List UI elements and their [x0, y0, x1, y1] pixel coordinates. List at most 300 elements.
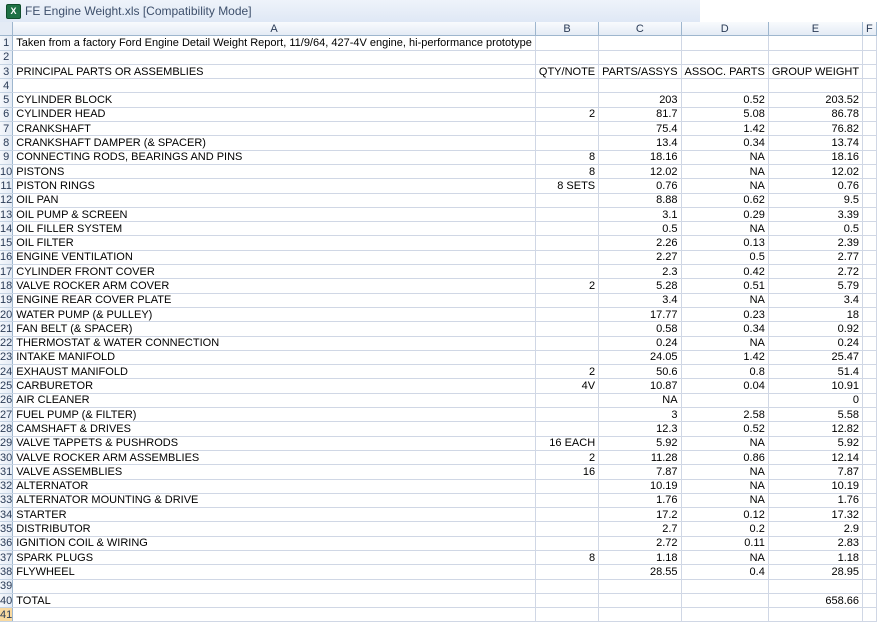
- cell-e9[interactable]: 18.16: [768, 150, 862, 164]
- row-header[interactable]: 26: [0, 394, 13, 407]
- cell-b3[interactable]: QTY/NOTE: [535, 64, 598, 78]
- cell-d39[interactable]: [681, 579, 768, 593]
- cell-f39[interactable]: [863, 579, 877, 593]
- cell-b34[interactable]: [535, 508, 598, 522]
- cell-f37[interactable]: [863, 550, 877, 564]
- row-header[interactable]: 10: [0, 165, 13, 178]
- row-header[interactable]: 3: [0, 64, 13, 78]
- cell-a20[interactable]: WATER PUMP (& PULLEY): [13, 307, 536, 321]
- table-row: [0, 265, 876, 279]
- row-header[interactable]: 9: [0, 150, 13, 164]
- cell-d27[interactable]: 2.58: [681, 408, 768, 422]
- cell-a37[interactable]: SPARK PLUGS: [13, 550, 536, 564]
- cell-d36[interactable]: 0.11: [681, 536, 768, 550]
- cell-c12[interactable]: 8.88: [599, 193, 681, 207]
- cell-e15[interactable]: 2.39: [768, 236, 862, 250]
- cell-d13[interactable]: 0.29: [681, 207, 768, 221]
- row-header[interactable]: 8: [0, 136, 13, 150]
- column-header-e[interactable]: E: [768, 22, 862, 36]
- worksheet-table[interactable]: [0, 22, 877, 622]
- cell-a5[interactable]: CYLINDER BLOCK: [13, 93, 536, 107]
- cell-a13[interactable]: OIL PUMP & SCREEN: [13, 207, 536, 221]
- row-header[interactable]: 30: [0, 451, 13, 464]
- cell-c21[interactable]: 0.58: [599, 322, 681, 336]
- cell-f30[interactable]: [863, 450, 877, 464]
- cell-f10[interactable]: [863, 164, 877, 178]
- cell-f12[interactable]: [863, 193, 877, 207]
- cell-b29[interactable]: 16 EACH: [535, 436, 598, 450]
- cell-f1[interactable]: [863, 36, 877, 50]
- cell-a31[interactable]: VALVE ASSEMBLIES: [13, 465, 536, 479]
- cell-a14[interactable]: OIL FILLER SYSTEM: [13, 222, 536, 236]
- cell-f9[interactable]: [863, 150, 877, 164]
- cell-e8[interactable]: 13.74: [768, 136, 862, 150]
- cell-d7[interactable]: 1.42: [681, 122, 768, 136]
- cell-a38[interactable]: FLYWHEEL: [13, 565, 536, 579]
- row-header[interactable]: 41: [0, 608, 13, 621]
- cell-c23[interactable]: 24.05: [599, 350, 681, 364]
- row-header[interactable]: 28: [0, 422, 13, 435]
- cell-f2[interactable]: [863, 50, 877, 64]
- cell-d38[interactable]: 0.4: [681, 565, 768, 579]
- cell-c39[interactable]: [599, 579, 681, 593]
- cell-d19[interactable]: NA: [681, 293, 768, 307]
- cell-c8[interactable]: 13.4: [599, 136, 681, 150]
- cell-d6[interactable]: 5.08: [681, 107, 768, 121]
- cell-e21[interactable]: 0.92: [768, 322, 862, 336]
- row-header[interactable]: 5: [0, 93, 13, 107]
- cell-a17[interactable]: CYLINDER FRONT COVER: [13, 265, 536, 279]
- table-row: [0, 393, 876, 407]
- cell-f14[interactable]: [863, 222, 877, 236]
- cell-a19[interactable]: ENGINE REAR COVER PLATE: [13, 293, 536, 307]
- cell-c16[interactable]: 2.27: [599, 250, 681, 264]
- row-header[interactable]: 35: [0, 523, 13, 536]
- cell-e37[interactable]: 1.18: [768, 550, 862, 564]
- cell-a34[interactable]: STARTER: [13, 508, 536, 522]
- cell-b21[interactable]: [535, 322, 598, 336]
- cell-b38[interactable]: [535, 565, 598, 579]
- cell-e3[interactable]: GROUP WEIGHT: [768, 64, 862, 78]
- row-header[interactable]: 4: [0, 79, 13, 93]
- cell-f19[interactable]: [863, 293, 877, 307]
- cell-b24[interactable]: 2: [535, 365, 598, 379]
- cell-b33[interactable]: [535, 493, 598, 507]
- cell-c31[interactable]: 7.87: [599, 465, 681, 479]
- cell-e38[interactable]: 28.95: [768, 565, 862, 579]
- cell-b35[interactable]: [535, 522, 598, 536]
- cell-a28[interactable]: CAMSHAFT & DRIVES: [13, 422, 536, 436]
- cell-c29[interactable]: 5.92: [599, 436, 681, 450]
- cell-c30[interactable]: 11.28: [599, 450, 681, 464]
- cell-f11[interactable]: [863, 179, 877, 193]
- cell-c2[interactable]: [599, 50, 681, 64]
- cell-e23[interactable]: 25.47: [768, 350, 862, 364]
- cell-e40[interactable]: 658.66: [768, 593, 862, 607]
- cell-c32[interactable]: 10.19: [599, 479, 681, 493]
- cell-a29[interactable]: VALVE TAPPETS & PUSHRODS: [13, 436, 536, 450]
- cell-a41[interactable]: [13, 608, 536, 622]
- row-header[interactable]: 40: [0, 594, 13, 607]
- cell-d21[interactable]: 0.34: [681, 322, 768, 336]
- cell-f27[interactable]: [863, 408, 877, 422]
- cell-b39[interactable]: [535, 579, 598, 593]
- cell-e33[interactable]: 1.76: [768, 493, 862, 507]
- cell-c5[interactable]: 203: [599, 93, 681, 107]
- cell-c14[interactable]: 0.5: [599, 222, 681, 236]
- cell-c7[interactable]: 75.4: [599, 122, 681, 136]
- row-header[interactable]: 11: [0, 179, 12, 192]
- cell-e27[interactable]: 5.58: [768, 408, 862, 422]
- cell-d2[interactable]: [681, 50, 768, 64]
- select-all-corner[interactable]: [0, 22, 13, 36]
- column-header-c[interactable]: C: [599, 22, 681, 36]
- cell-f13[interactable]: [863, 207, 877, 221]
- cell-e7[interactable]: 76.82: [768, 122, 862, 136]
- cell-b28[interactable]: [535, 422, 598, 436]
- cell-d33[interactable]: NA: [681, 493, 768, 507]
- cell-c17[interactable]: 2.3: [599, 265, 681, 279]
- cell-d29[interactable]: NA: [681, 436, 768, 450]
- cell-d25[interactable]: 0.04: [681, 379, 768, 393]
- cell-a2[interactable]: [13, 50, 536, 64]
- cell-f16[interactable]: [863, 250, 877, 264]
- cell-e32[interactable]: 10.19: [768, 479, 862, 493]
- table-row: [0, 122, 876, 136]
- cell-c36[interactable]: 2.72: [599, 536, 681, 550]
- cell-f22[interactable]: [863, 336, 877, 350]
- cell-c38[interactable]: 28.55: [599, 565, 681, 579]
- cell-f28[interactable]: [863, 422, 877, 436]
- cell-b11[interactable]: 8 SETS: [535, 179, 598, 193]
- row-header[interactable]: 6: [0, 107, 13, 121]
- column-header-d[interactable]: D: [681, 22, 768, 36]
- cell-d40[interactable]: [681, 593, 768, 607]
- cell-b13[interactable]: [535, 207, 598, 221]
- cell-d20[interactable]: 0.23: [681, 307, 768, 321]
- cell-c28[interactable]: 12.3: [599, 422, 681, 436]
- cell-f25[interactable]: [863, 379, 877, 393]
- cell-c40[interactable]: [599, 593, 681, 607]
- row-header[interactable]: 24: [0, 365, 13, 378]
- row-header[interactable]: 13: [0, 208, 13, 221]
- cell-a33[interactable]: ALTERNATOR MOUNTING & DRIVE: [13, 493, 536, 507]
- cell-d3[interactable]: ASSOC. PARTS: [681, 64, 768, 78]
- row-header[interactable]: 16: [0, 251, 13, 264]
- spreadsheet-grid[interactable]: [0, 22, 873, 622]
- row-header[interactable]: 22: [0, 337, 13, 350]
- row-header[interactable]: 21: [0, 322, 13, 335]
- cell-f36[interactable]: [863, 536, 877, 550]
- cell-e13[interactable]: 3.39: [768, 207, 862, 221]
- cell-c19[interactable]: 3.4: [599, 293, 681, 307]
- cell-f40[interactable]: [863, 593, 877, 607]
- cell-a25[interactable]: CARBURETOR: [13, 379, 536, 393]
- cell-d22[interactable]: NA: [681, 336, 768, 350]
- cell-e36[interactable]: 2.83: [768, 536, 862, 550]
- cell-e2[interactable]: [768, 50, 862, 64]
- cell-e18[interactable]: 5.79: [768, 279, 862, 293]
- cell-e28[interactable]: 12.82: [768, 422, 862, 436]
- cell-c33[interactable]: 1.76: [599, 493, 681, 507]
- cell-f26[interactable]: [863, 393, 877, 407]
- cell-b7[interactable]: [535, 122, 598, 136]
- cell-c20[interactable]: 17.77: [599, 307, 681, 321]
- cell-a11[interactable]: PISTON RINGS: [13, 179, 536, 193]
- cell-a32[interactable]: ALTERNATOR: [13, 479, 536, 493]
- cell-b20[interactable]: [535, 307, 598, 321]
- cell-e14[interactable]: 0.5: [768, 222, 862, 236]
- cell-b26[interactable]: [535, 393, 598, 407]
- cell-e35[interactable]: 2.9: [768, 522, 862, 536]
- cell-c34[interactable]: 17.2: [599, 508, 681, 522]
- cell-b23[interactable]: [535, 350, 598, 364]
- cell-e31[interactable]: 7.87: [768, 465, 862, 479]
- cell-f38[interactable]: [863, 565, 877, 579]
- row-header[interactable]: 31: [0, 465, 13, 478]
- cell-e34[interactable]: 17.32: [768, 508, 862, 522]
- row-header[interactable]: 19: [0, 294, 13, 307]
- cell-a15[interactable]: OIL FILTER: [13, 236, 536, 250]
- cell-a24[interactable]: EXHAUST MANIFOLD: [13, 365, 536, 379]
- cell-c27[interactable]: 3: [599, 408, 681, 422]
- cell-d1[interactable]: [681, 36, 768, 50]
- cell-b30[interactable]: 2: [535, 450, 598, 464]
- row-header[interactable]: 39: [0, 580, 13, 593]
- cell-c6[interactable]: 81.7: [599, 107, 681, 121]
- table-row: [0, 408, 876, 422]
- cell-e5[interactable]: 203.52: [768, 93, 862, 107]
- cell-c4[interactable]: [599, 79, 681, 93]
- cell-e25[interactable]: 10.91: [768, 379, 862, 393]
- cell-d14[interactable]: NA: [681, 222, 768, 236]
- cell-d10[interactable]: NA: [681, 164, 768, 178]
- cell-b10[interactable]: 8: [535, 164, 598, 178]
- cell-a26[interactable]: AIR CLEANER: [13, 393, 536, 407]
- row-header[interactable]: 25: [0, 380, 13, 393]
- cell-c25[interactable]: 10.87: [599, 379, 681, 393]
- cell-b31[interactable]: 16: [535, 465, 598, 479]
- cell-d8[interactable]: 0.34: [681, 136, 768, 150]
- cell-c26[interactable]: NA: [599, 393, 681, 407]
- cell-d41[interactable]: [681, 608, 768, 622]
- cell-e24[interactable]: 51.4: [768, 365, 862, 379]
- cell-a27[interactable]: FUEL PUMP (& FILTER): [13, 408, 536, 422]
- row-header[interactable]: 34: [0, 508, 13, 521]
- cell-c10[interactable]: 12.02: [599, 164, 681, 178]
- cell-a35[interactable]: DISTRIBUTOR: [13, 522, 536, 536]
- cell-f31[interactable]: [863, 465, 877, 479]
- row-header[interactable]: 1: [0, 36, 13, 50]
- row-header[interactable]: 27: [0, 408, 13, 421]
- cell-a8[interactable]: CRANKSHAFT DAMPER (& SPACER): [13, 136, 536, 150]
- cell-c13[interactable]: 3.1: [599, 207, 681, 221]
- cell-b37[interactable]: 8: [535, 550, 598, 564]
- cell-f20[interactable]: [863, 307, 877, 321]
- cell-f41[interactable]: [863, 608, 877, 622]
- cell-d18[interactable]: 0.51: [681, 279, 768, 293]
- cell-c3[interactable]: PARTS/ASSYS: [599, 64, 681, 78]
- cell-e22[interactable]: 0.24: [768, 336, 862, 350]
- row-header[interactable]: 15: [0, 237, 13, 250]
- cell-a16[interactable]: ENGINE VENTILATION: [13, 250, 536, 264]
- cell-d9[interactable]: NA: [681, 150, 768, 164]
- cell-a22[interactable]: THERMOSTAT & WATER CONNECTION: [13, 336, 536, 350]
- cell-e10[interactable]: 12.02: [768, 164, 862, 178]
- cell-b2[interactable]: [535, 50, 598, 64]
- cell-b8[interactable]: [535, 136, 598, 150]
- cell-e4[interactable]: [768, 79, 862, 93]
- cell-a21[interactable]: FAN BELT (& SPACER): [13, 322, 536, 336]
- cell-f7[interactable]: [863, 122, 877, 136]
- column-header-a[interactable]: A: [13, 22, 536, 36]
- cell-a23[interactable]: INTAKE MANIFOLD: [13, 350, 536, 364]
- cell-e39[interactable]: [768, 579, 862, 593]
- cell-c41[interactable]: [599, 608, 681, 622]
- cell-f29[interactable]: [863, 436, 877, 450]
- cell-e19[interactable]: 3.4: [768, 293, 862, 307]
- cell-a30[interactable]: VALVE ROCKER ARM ASSEMBLIES: [13, 450, 536, 464]
- cell-c24[interactable]: 50.6: [599, 365, 681, 379]
- cell-b40[interactable]: [535, 593, 598, 607]
- cell-d30[interactable]: 0.86: [681, 450, 768, 464]
- cell-e11[interactable]: 0.76: [768, 179, 862, 193]
- cell-b1[interactable]: [535, 36, 598, 50]
- row-header[interactable]: 17: [0, 265, 13, 278]
- cell-f4[interactable]: [863, 79, 877, 93]
- row-header[interactable]: 12: [0, 194, 13, 207]
- cell-a9[interactable]: CONNECTING RODS, BEARINGS AND PINS: [13, 150, 536, 164]
- cell-d35[interactable]: 0.2: [681, 522, 768, 536]
- cell-d23[interactable]: 1.42: [681, 350, 768, 364]
- cell-a3[interactable]: PRINCIPAL PARTS OR ASSEMBLIES: [13, 64, 536, 78]
- cell-a7[interactable]: CRANKSHAFT: [13, 122, 536, 136]
- cell-d17[interactable]: 0.42: [681, 265, 768, 279]
- cell-e12[interactable]: 9.5: [768, 193, 862, 207]
- cell-c18[interactable]: 5.28: [599, 279, 681, 293]
- cell-a6[interactable]: CYLINDER HEAD: [13, 107, 536, 121]
- cell-b6[interactable]: 2: [535, 107, 598, 121]
- cell-f35[interactable]: [863, 522, 877, 536]
- cell-d24[interactable]: 0.8: [681, 365, 768, 379]
- cell-d11[interactable]: NA: [681, 179, 768, 193]
- cell-a39[interactable]: [13, 579, 536, 593]
- cell-f18[interactable]: [863, 279, 877, 293]
- cell-d5[interactable]: 0.52: [681, 93, 768, 107]
- cell-f5[interactable]: [863, 93, 877, 107]
- cell-f3[interactable]: [863, 64, 877, 78]
- row-header[interactable]: 2: [0, 50, 13, 64]
- row-header[interactable]: 20: [0, 308, 13, 321]
- cell-f17[interactable]: [863, 265, 877, 279]
- cell-f24[interactable]: [863, 365, 877, 379]
- cell-d26[interactable]: [681, 393, 768, 407]
- cell-a12[interactable]: OIL PAN: [13, 193, 536, 207]
- cell-b9[interactable]: 8: [535, 150, 598, 164]
- cell-f21[interactable]: [863, 322, 877, 336]
- cell-d16[interactable]: 0.5: [681, 250, 768, 264]
- cell-a10[interactable]: PISTONS: [13, 164, 536, 178]
- cell-e16[interactable]: 2.77: [768, 250, 862, 264]
- cell-c35[interactable]: 2.7: [599, 522, 681, 536]
- row-header[interactable]: 38: [0, 565, 13, 578]
- cell-a36[interactable]: IGNITION COIL & WIRING: [13, 536, 536, 550]
- cell-d4[interactable]: [681, 79, 768, 93]
- cell-d31[interactable]: NA: [681, 465, 768, 479]
- cell-d37[interactable]: NA: [681, 550, 768, 564]
- cell-b17[interactable]: [535, 265, 598, 279]
- row-header[interactable]: 18: [0, 279, 13, 292]
- cell-b15[interactable]: [535, 236, 598, 250]
- row-header[interactable]: 33: [0, 494, 13, 507]
- cell-b19[interactable]: [535, 293, 598, 307]
- row-header[interactable]: 7: [0, 122, 13, 136]
- cell-b25[interactable]: 4V: [535, 379, 598, 393]
- cell-e29[interactable]: 5.92: [768, 436, 862, 450]
- cell-a18[interactable]: VALVE ROCKER ARM COVER: [13, 279, 536, 293]
- cell-b32[interactable]: [535, 479, 598, 493]
- cell-c9[interactable]: 18.16: [599, 150, 681, 164]
- cell-e17[interactable]: 2.72: [768, 265, 862, 279]
- cell-a40[interactable]: TOTAL: [13, 593, 536, 607]
- cell-d28[interactable]: 0.52: [681, 422, 768, 436]
- cell-f6[interactable]: [863, 107, 877, 121]
- row-header[interactable]: 29: [0, 437, 13, 450]
- cell-f34[interactable]: [863, 508, 877, 522]
- cell-b5[interactable]: [535, 93, 598, 107]
- column-header-f[interactable]: F: [863, 22, 877, 36]
- cell-e6[interactable]: 86.78: [768, 107, 862, 121]
- cell-b36[interactable]: [535, 536, 598, 550]
- cell-c11[interactable]: 0.76: [599, 179, 681, 193]
- cell-b22[interactable]: [535, 336, 598, 350]
- cell-c22[interactable]: 0.24: [599, 336, 681, 350]
- cell-f8[interactable]: [863, 136, 877, 150]
- row-header[interactable]: 23: [0, 351, 13, 364]
- row-header[interactable]: 37: [0, 551, 13, 564]
- cell-b41[interactable]: [535, 608, 598, 622]
- row-header[interactable]: 32: [0, 480, 13, 493]
- cell-b16[interactable]: [535, 250, 598, 264]
- cell-d34[interactable]: 0.12: [681, 508, 768, 522]
- row-header[interactable]: 14: [0, 222, 13, 235]
- cell-f23[interactable]: [863, 350, 877, 364]
- cell-c1[interactable]: [599, 36, 681, 50]
- cell-e20[interactable]: 18: [768, 307, 862, 321]
- cell-b18[interactable]: 2: [535, 279, 598, 293]
- cell-f32[interactable]: [863, 479, 877, 493]
- cell-e30[interactable]: 12.14: [768, 450, 862, 464]
- cell-e26[interactable]: 0: [768, 393, 862, 407]
- cell-d15[interactable]: 0.13: [681, 236, 768, 250]
- cell-f33[interactable]: [863, 493, 877, 507]
- cell-d32[interactable]: NA: [681, 479, 768, 493]
- column-header-b[interactable]: B: [535, 22, 598, 36]
- cell-b27[interactable]: [535, 408, 598, 422]
- cell-c15[interactable]: 2.26: [599, 236, 681, 250]
- cell-f15[interactable]: [863, 236, 877, 250]
- cell-e1[interactable]: [768, 36, 862, 50]
- cell-a4[interactable]: [13, 79, 536, 93]
- cell-b14[interactable]: [535, 222, 598, 236]
- cell-e41[interactable]: [768, 608, 862, 622]
- row-header[interactable]: 36: [0, 537, 13, 550]
- cell-b12[interactable]: [535, 193, 598, 207]
- cell-a1[interactable]: Taken from a factory Ford Engine Detail Weight Report, 11/9/64, 427-4V engine, hi-performance prototype: [13, 36, 536, 50]
- cell-b4[interactable]: [535, 79, 598, 93]
- cell-d12[interactable]: 0.62: [681, 193, 768, 207]
- cell-c37[interactable]: 1.18: [599, 550, 681, 564]
